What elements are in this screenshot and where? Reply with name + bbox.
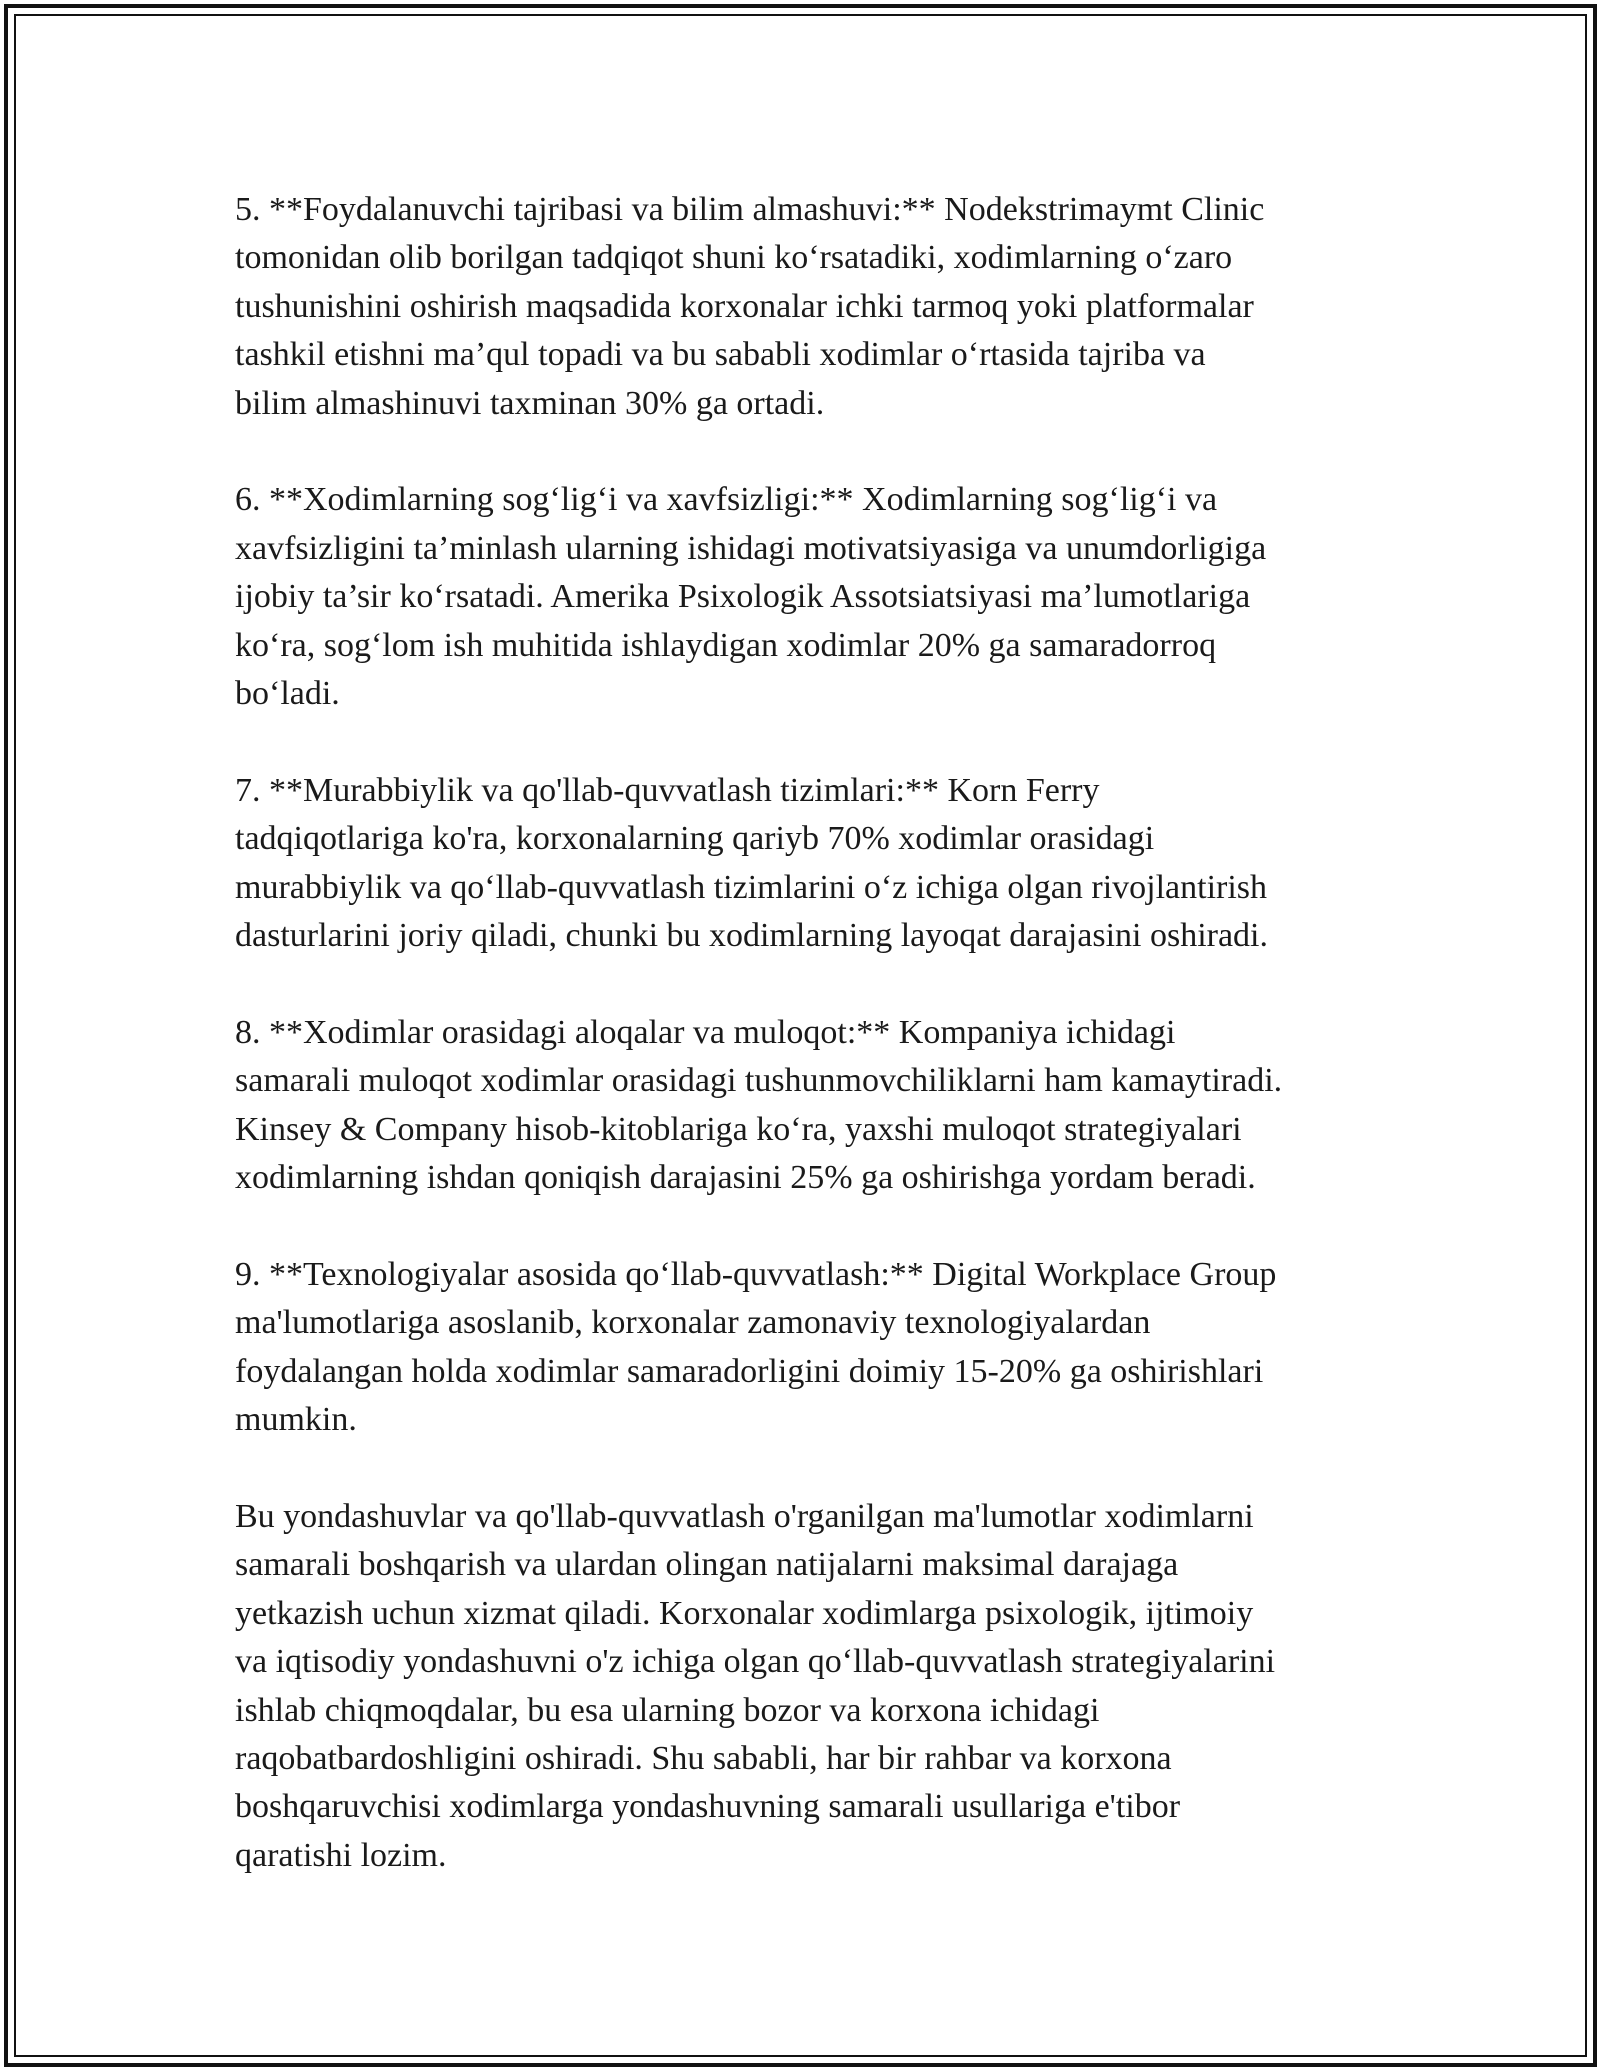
paragraph-conclusion: Bu yondashuvlar va qo'llab-quvvatlash o'rganilgan ma'lumotlar xodimlarni samarali boshqarish va ulardan olingan natijalarni maksimal darajaga yetkazish uchun xizmat qiladi. Korxonalar xodimlarga psixologik, ijtimoiy va iqtisodiy yondashuvni o'z ichiga olgan qo‘llab-quvvatlash strategiyalarini ishlab chiqmoqdalar, bu esa ularning bozor va korxona ichidagi raqobatbardoshligini oshiradi. Shu sababli, har bir rahbar va korxona boshqaruvchisi xodimlarga yondashuvning samarali usullariga e'tibor qaratishi lozim. xyxy=(235,1497,1276,1874)
paragraph-item-9: 9. **Texnologiyalar asosida qo‘llab-quvvatlash:** Digital Workplace Group ma'lumotlariga asoslanib, korxonalar zamonaviy texnologiyalardan foydalangan holda xodimlar samaradorligini doimiy 15-20% ga oshirishlari mumkin. xyxy=(235,1255,1277,1439)
paragraph-item-6: 6. **Xodimlarning sog‘lig‘i va xavfsizligi:** Xodimlarning sog‘lig‘i va xavfsizligini ta’minlash ularning ishidagi motivatsiyasiga va unumdorligiga ijobiy ta’sir ko‘rsatadi. Amerika Psixologik Assotsiatsiyasi ma’lumotlariga ko‘ra, sog‘lom ish muhitida ishlaydigan xodimlar 20% ga samaradorroq bo‘ladi. xyxy=(235,481,1267,713)
paragraph-item-7: 7. **Murabbiylik va qo'llab-quvvatlash tizimlari:** Korn Ferry tadqiqotlariga ko'ra, korxonalarning qariyb 70% xodimlar orasidagi murabbiylik va qo‘llab-quvvatlash tizimlarini o‘z ichiga olgan rivojlantirish dasturlarini joriy qiladi, chunki bu xodimlarning layoqat darajasini oshiradi. xyxy=(235,771,1268,955)
paragraph-item-8: 8. **Xodimlar orasidagi aloqalar va muloqot:** Kompaniya ichidagi samarali muloqot xodimlar orasidagi tushunmovchiliklarni ham kamaytiradi. Kinsey & Company hisob-kitoblariga ko‘ra, yaxshi muloqot strategiyalari xodimlarning ishdan qoniqish darajasini 25% ga oshirishga yordam beradi. xyxy=(235,1013,1283,1197)
document-body xyxy=(235,186,1380,1880)
paragraph-item-5: 5. **Foydalanuvchi tajribasi va bilim almashuvi:** Nodekstrimaymt Clinic tomonidan olib borilgan tadqiqot shuni ko‘rsatadiki, xodimlarning o‘zaro tushunishini oshirish maqsadida korxonalar ichki tarmoq yoki platformalar tashkil etishni ma’qul topadi va bu sababli xodimlar o‘rtasida tajriba va bilim almashinuvi taxminan 30% ga ortadi. xyxy=(235,191,1265,422)
